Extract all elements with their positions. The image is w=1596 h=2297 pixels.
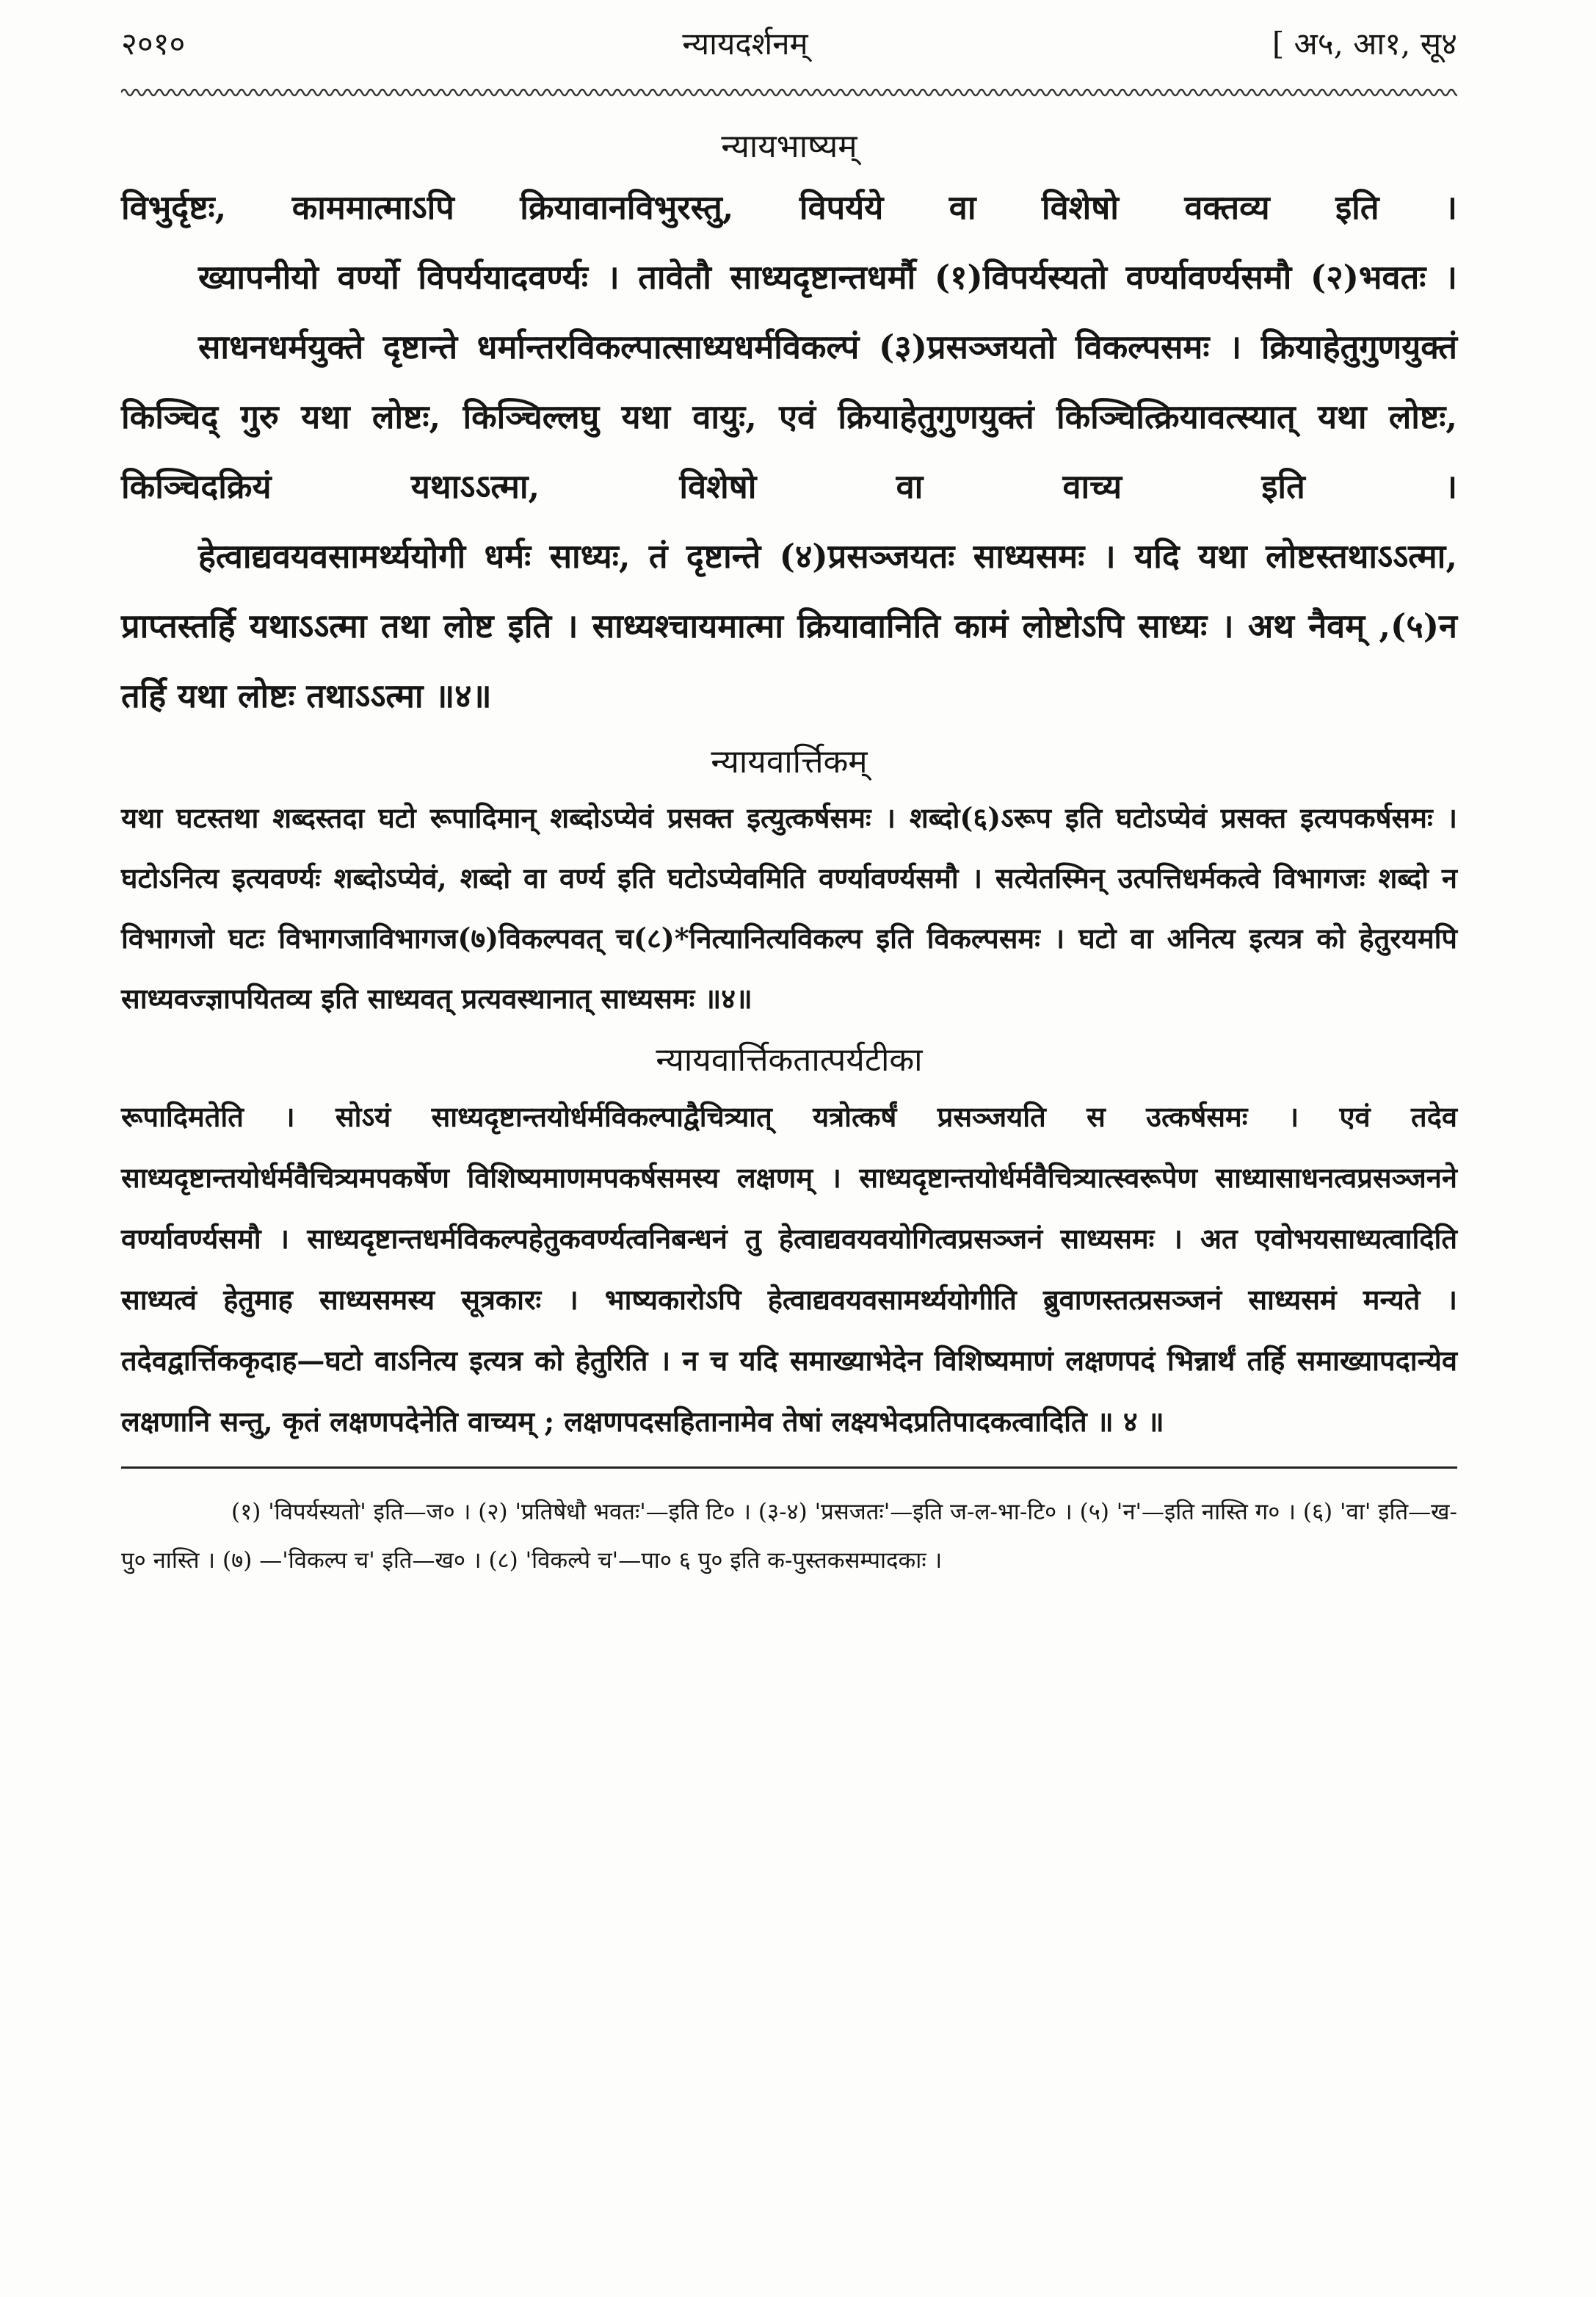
bhashya-paragraph: ख्यापनीयो वर्ण्यो विपर्ययादवर्ण्यः । तावेतौ साध्यदृष्टान्तधर्मौ (१)विपर्यस्यतो वर्ण्यावर्ण्यसमौ (२)भवतः । xyxy=(198,258,1457,297)
footnotes: (१) 'विपर्यस्यतो' इति—ज० । (२) 'प्रतिषेधौ भवतः'—इति टि० । (३-४) 'प्रसजतः'—इति ज-ल-भा-टि० । (५) 'न'—इति नास्ति ग० । (६) 'वा' इति—ख-पु० नास्ति । (७) —'विकल्प च' इति—ख० । (८) 'विकल्पे च'—पा० ६ पु० इति क-पुस्तकसम्पादकाः । xyxy=(121,1499,1457,1574)
section-title-bhashya: न्यायभाष्यम् xyxy=(721,128,857,165)
page xyxy=(121,22,1457,1585)
chapter-reference: [ अ५, आ१, सू४ xyxy=(1272,26,1457,62)
running-header xyxy=(121,22,1457,84)
section-title-varttika: न्यायवार्त्तिकम् xyxy=(711,743,868,781)
wavy-header-rule xyxy=(121,84,1457,101)
bhashya-paragraph: साधनधर्मयुक्ते दृष्टान्ते धर्मान्तरविकल्पात्साध्यधर्मविकल्पं (३)प्रसञ्जयतो विकल्पसमः । क्रियाहेतुगुणयुक्तं किञ्चिद् गुरु यथा लोष्टः, किञ्चिल्लघु यथा वायुः, एवं क्रियाहेतुगुणयुक्तं किञ्चित्क्रियावत्स्यात् यथा लोष्टः, किञ्चिदक्रियं यथाऽऽत्मा, विशेषो वा वाच्य इति । xyxy=(121,328,1457,506)
bhashya-paragraph: विभुर्दृष्टः, काममात्माऽपि क्रियावानविभुरस्तु, विपर्यये वा विशेषो वक्तव्य इति । xyxy=(121,188,1457,227)
varttika-paragraph: यथा घटस्तथा शब्दस्तदा घटो रूपादिमान् शब्दोऽप्येवं प्रसक्त इत्युत्कर्षसमः । शब्दो(६)ऽरूप इति घटोऽप्येवं प्रसक्त इत्यपकर्षसमः । घटोऽनित्य इत्यवर्ण्यः शब्दोऽप्येवं, शब्दो वा वर्ण्य इति घटोऽप्येवमिति वर्ण्यावर्ण्यसमौ । सत्येतस्मिन् उत्पत्तिधर्मकत्वे विभागजः शब्दो न विभागजो घटः विभागजाविभागज(७)विकल्पवत् च(८)*नित्यानित्यविकल्प इति विकल्पसमः । घटो वा अनित्य इत्यत्र को हेतुरयमपि साध्यवज्ज्ञापयितव्य इति साध्यवत् प्रत्यवस्थानात् साध्यसमः ॥४॥ xyxy=(121,801,1457,1015)
page-number: २०१० xyxy=(121,26,186,62)
footnote-divider xyxy=(121,1466,1457,1469)
section-title-tatparya: न्यायवार्त्तिकतात्पर्यटीका xyxy=(656,1041,923,1079)
bhashya-paragraph: हेत्वाद्यवयवसामर्थ्ययोगी धर्मः साध्यः, तं दृष्टान्ते (४)प्रसञ्जयतः साध्यसमः । यदि यथा लोष्टस्तथाऽऽत्मा, प्राप्तस्तर्हि यथाऽऽत्मा तथा लोष्ट इति । साध्यश्चायमात्मा क्रियावानिति कामं लोष्टोऽपि साध्यः । अथ नैवम् ,(५)न तर्हि यथा लोष्टः तथाऽऽत्मा ॥४॥ xyxy=(121,537,1457,715)
tatparya-paragraph: रूपादिमतेति । सोऽयं साध्यदृष्टान्तयोर्धर्मविकल्पाद्वैचित्र्यात् यत्रोत्कर्षं प्रसञ्जयति स उत्कर्षसमः । एवं तदेव साध्यदृष्टान्तयोर्धर्मवैचित्र्यमपकर्षेण विशिष्यमाणमपकर्षसमस्य लक्षणम् । साध्यदृष्टान्तयोर्धर्मवैचित्र्यात्स्वरूपेण साध्यासाधनत्वप्रसञ्जनने वर्ण्यावर्ण्यसमौ । साध्यदृष्टान्तधर्मविकल्पहेतुकवर्ण्यत्वनिबन्धनं तु हेत्वाद्यवयवयोगित्वप्रसञ्जनं साध्यसमः । अत एवोभयसाध्यत्वादिति साध्यत्वं हेतुमाह साध्यसमस्य सूत्रकारः । भाष्यकारोऽपि हेत्वाद्यवयवसामर्थ्ययोगीति ब्रुवाणस्तत्प्रसञ्जनं साध्यसमं मन्यते । तदेवद्वार्त्तिककृदाह—घटो वाऽनित्य इत्यत्र को हेतुरिति । न च यदि समाख्याभेदेन विशिष्यमाणं लक्षणपदं भिन्नार्थं तर्हि समाख्यापदान्येव लक्षणानि सन्तु, कृतं लक्षणपदेनेति वाच्यम् ; लक्षणपदसहितानामेव तेषां लक्ष्यभेदप्रतिपादकत्वादिति ॥ ४ ॥ xyxy=(121,1100,1457,1438)
running-title: न्यायदर्शनम् xyxy=(682,26,808,62)
